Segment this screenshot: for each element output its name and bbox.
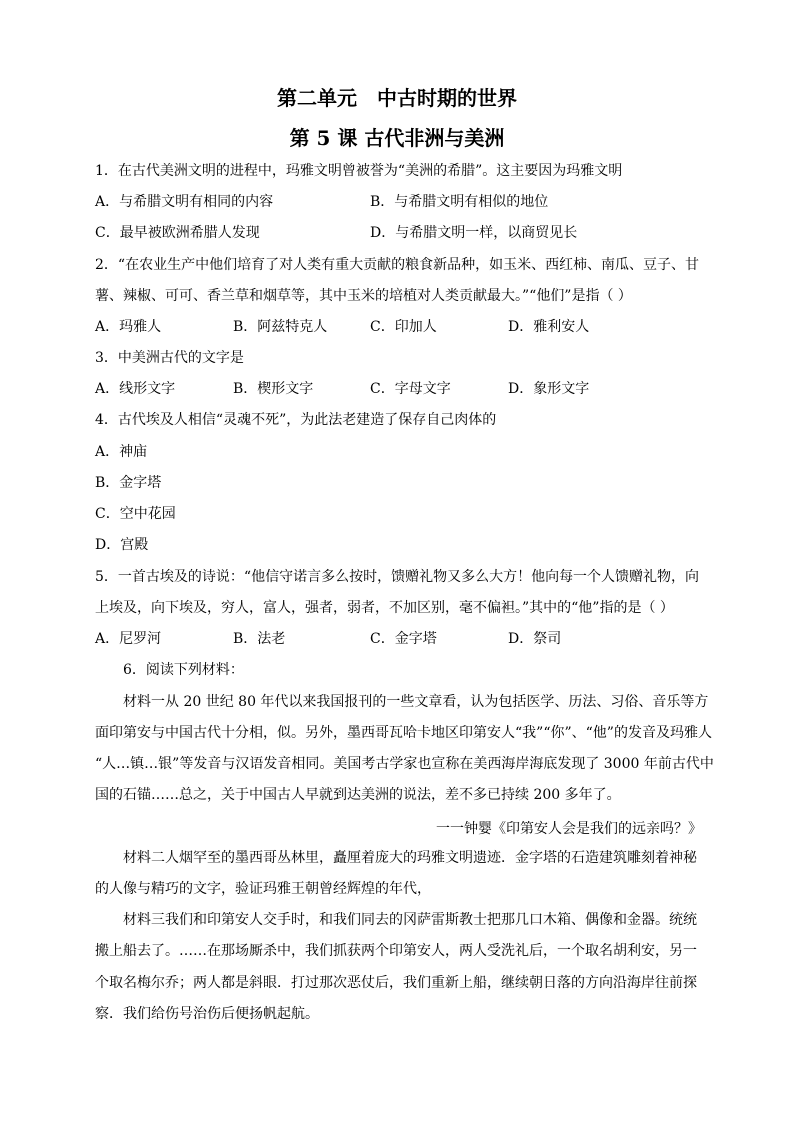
q5-option-d: D．祭司 <box>508 631 562 647</box>
q4-option-d: D．宫殿 <box>95 537 149 553</box>
q4-stem: 4．古代埃及人相信“灵魂不死”，为此法老建造了保存自己肉体的 <box>95 412 497 428</box>
q5-stem-line1: 5．一首古埃及的诗说：“他信守诺言多么按时，馈赠礼物又多么大方！他向每一个人馈赠礼物，向 <box>95 569 700 585</box>
q1-option-a: A．与希腊文明有相同的内容 <box>95 194 274 210</box>
material3-line2: 搬上船去了。……在那场厮杀中，我们抓获两个印第安人，两人受洗礼后，一个取名胡利安，另一 <box>95 943 697 959</box>
q1-option-b: B．与希腊文明有相似的地位 <box>370 194 549 210</box>
material1-line1: 材料一从 20 世纪 80 年代以来我国报刊的一些文章看，认为包括医学、历法、习俗、音乐等方 <box>123 694 709 710</box>
q2-option-a: A．玛雅人 <box>95 319 162 335</box>
q4-option-b: B．金字塔 <box>95 475 162 491</box>
q3-option-a: A．线形文字 <box>95 381 176 397</box>
material1-line2: 面印第安与中国古代十分相，似。另外，墨西哥瓦哈卡地区印第安人“我”“你”、“他”的发音及玛雅人 <box>95 725 712 741</box>
q4-option-a: A．神庙 <box>95 444 148 460</box>
q1-option-c: C．最早被欧洲希腊人发现 <box>95 225 260 241</box>
material1-line4: 国的石锚……总之，关于中国古人早就到达美洲的说法，差不多已持续 200 多年了。 <box>95 787 621 803</box>
q5-option-c: C．金字塔 <box>370 631 437 647</box>
q2-option-c: C．印加人 <box>370 319 437 335</box>
q3-option-c: C．字母文字 <box>370 381 451 397</box>
material1-line3: “人…镇…银”等发音与汉语发音相同。美国考古学家也宣称在美西海岸海底发现了 3000 年前古代中 <box>95 756 714 772</box>
q5-option-a: A．尼罗河 <box>95 631 162 647</box>
q2-stem-line1: 2．“在农业生产中他们培育了对人类有重大贡献的粮食新品种，如玉米、西红柿、南瓜、豆子、甘 <box>95 257 700 273</box>
q4-option-c: C．空中花园 <box>95 506 176 522</box>
q2-option-b: B．阿兹特克人 <box>233 319 328 335</box>
material3-line3: 个取名梅尔乔；两人都是斜眼．打过那次恶仗后，我们重新上船，继续朝日落的方向沿海岸往前探 <box>95 975 697 991</box>
q3-option-b: B．楔形文字 <box>233 381 314 397</box>
material2-line2: 的人像与精巧的文字，验证玛雅王朝曾经辉煌的年代， <box>95 881 431 897</box>
material1-source: 一一钟婴《印第安人会是我们的远亲吗？》 <box>436 821 702 837</box>
q6-stem: 6．阅读下列材料： <box>123 662 244 678</box>
q2-option-d: D．雅利安人 <box>508 319 590 335</box>
q3-option-d: D．象形文字 <box>508 381 590 397</box>
q1-stem: 1．在古代美洲文明的进程中，玛雅文明曾被誉为“美洲的希腊”。这主要因为玛雅文明 <box>95 163 623 179</box>
q3-stem: 3．中美洲古代的文字是 <box>95 350 244 366</box>
unit-title: 第二单元 中古时期的世界 <box>277 86 517 110</box>
q2-stem-line2: 薯、辣椒、可可、香兰草和烟草等，其中玉米的培植对人类贡献最大。”“他们”是指（ ） <box>95 288 632 304</box>
material3-line1: 材料三我们和印第安人交手时，和我们同去的冈萨雷斯教士把那几口木箱、偶像和金器。统统 <box>123 912 697 928</box>
q1-option-d: D．与希腊文明一样，以商贸见长 <box>370 225 578 241</box>
q5-option-b: B．法老 <box>233 631 286 647</box>
lesson-title: 第 5 课 古代非洲与美洲 <box>289 126 505 150</box>
material3-line4: 察．我们给伤号治伤后便扬帆起航。 <box>95 1006 319 1022</box>
material2-line1: 材料二人烟罕至的墨西哥丛林里，矗厘着庞大的玛雅文明遗迹．金字塔的石造建筑雕刻着神秘 <box>123 850 697 866</box>
q5-stem-line2: 上埃及，向下埃及，穷人，富人，强者，弱者，不加区别，毫不偏袒。”其中的“他”指的是（ ） <box>95 600 674 616</box>
